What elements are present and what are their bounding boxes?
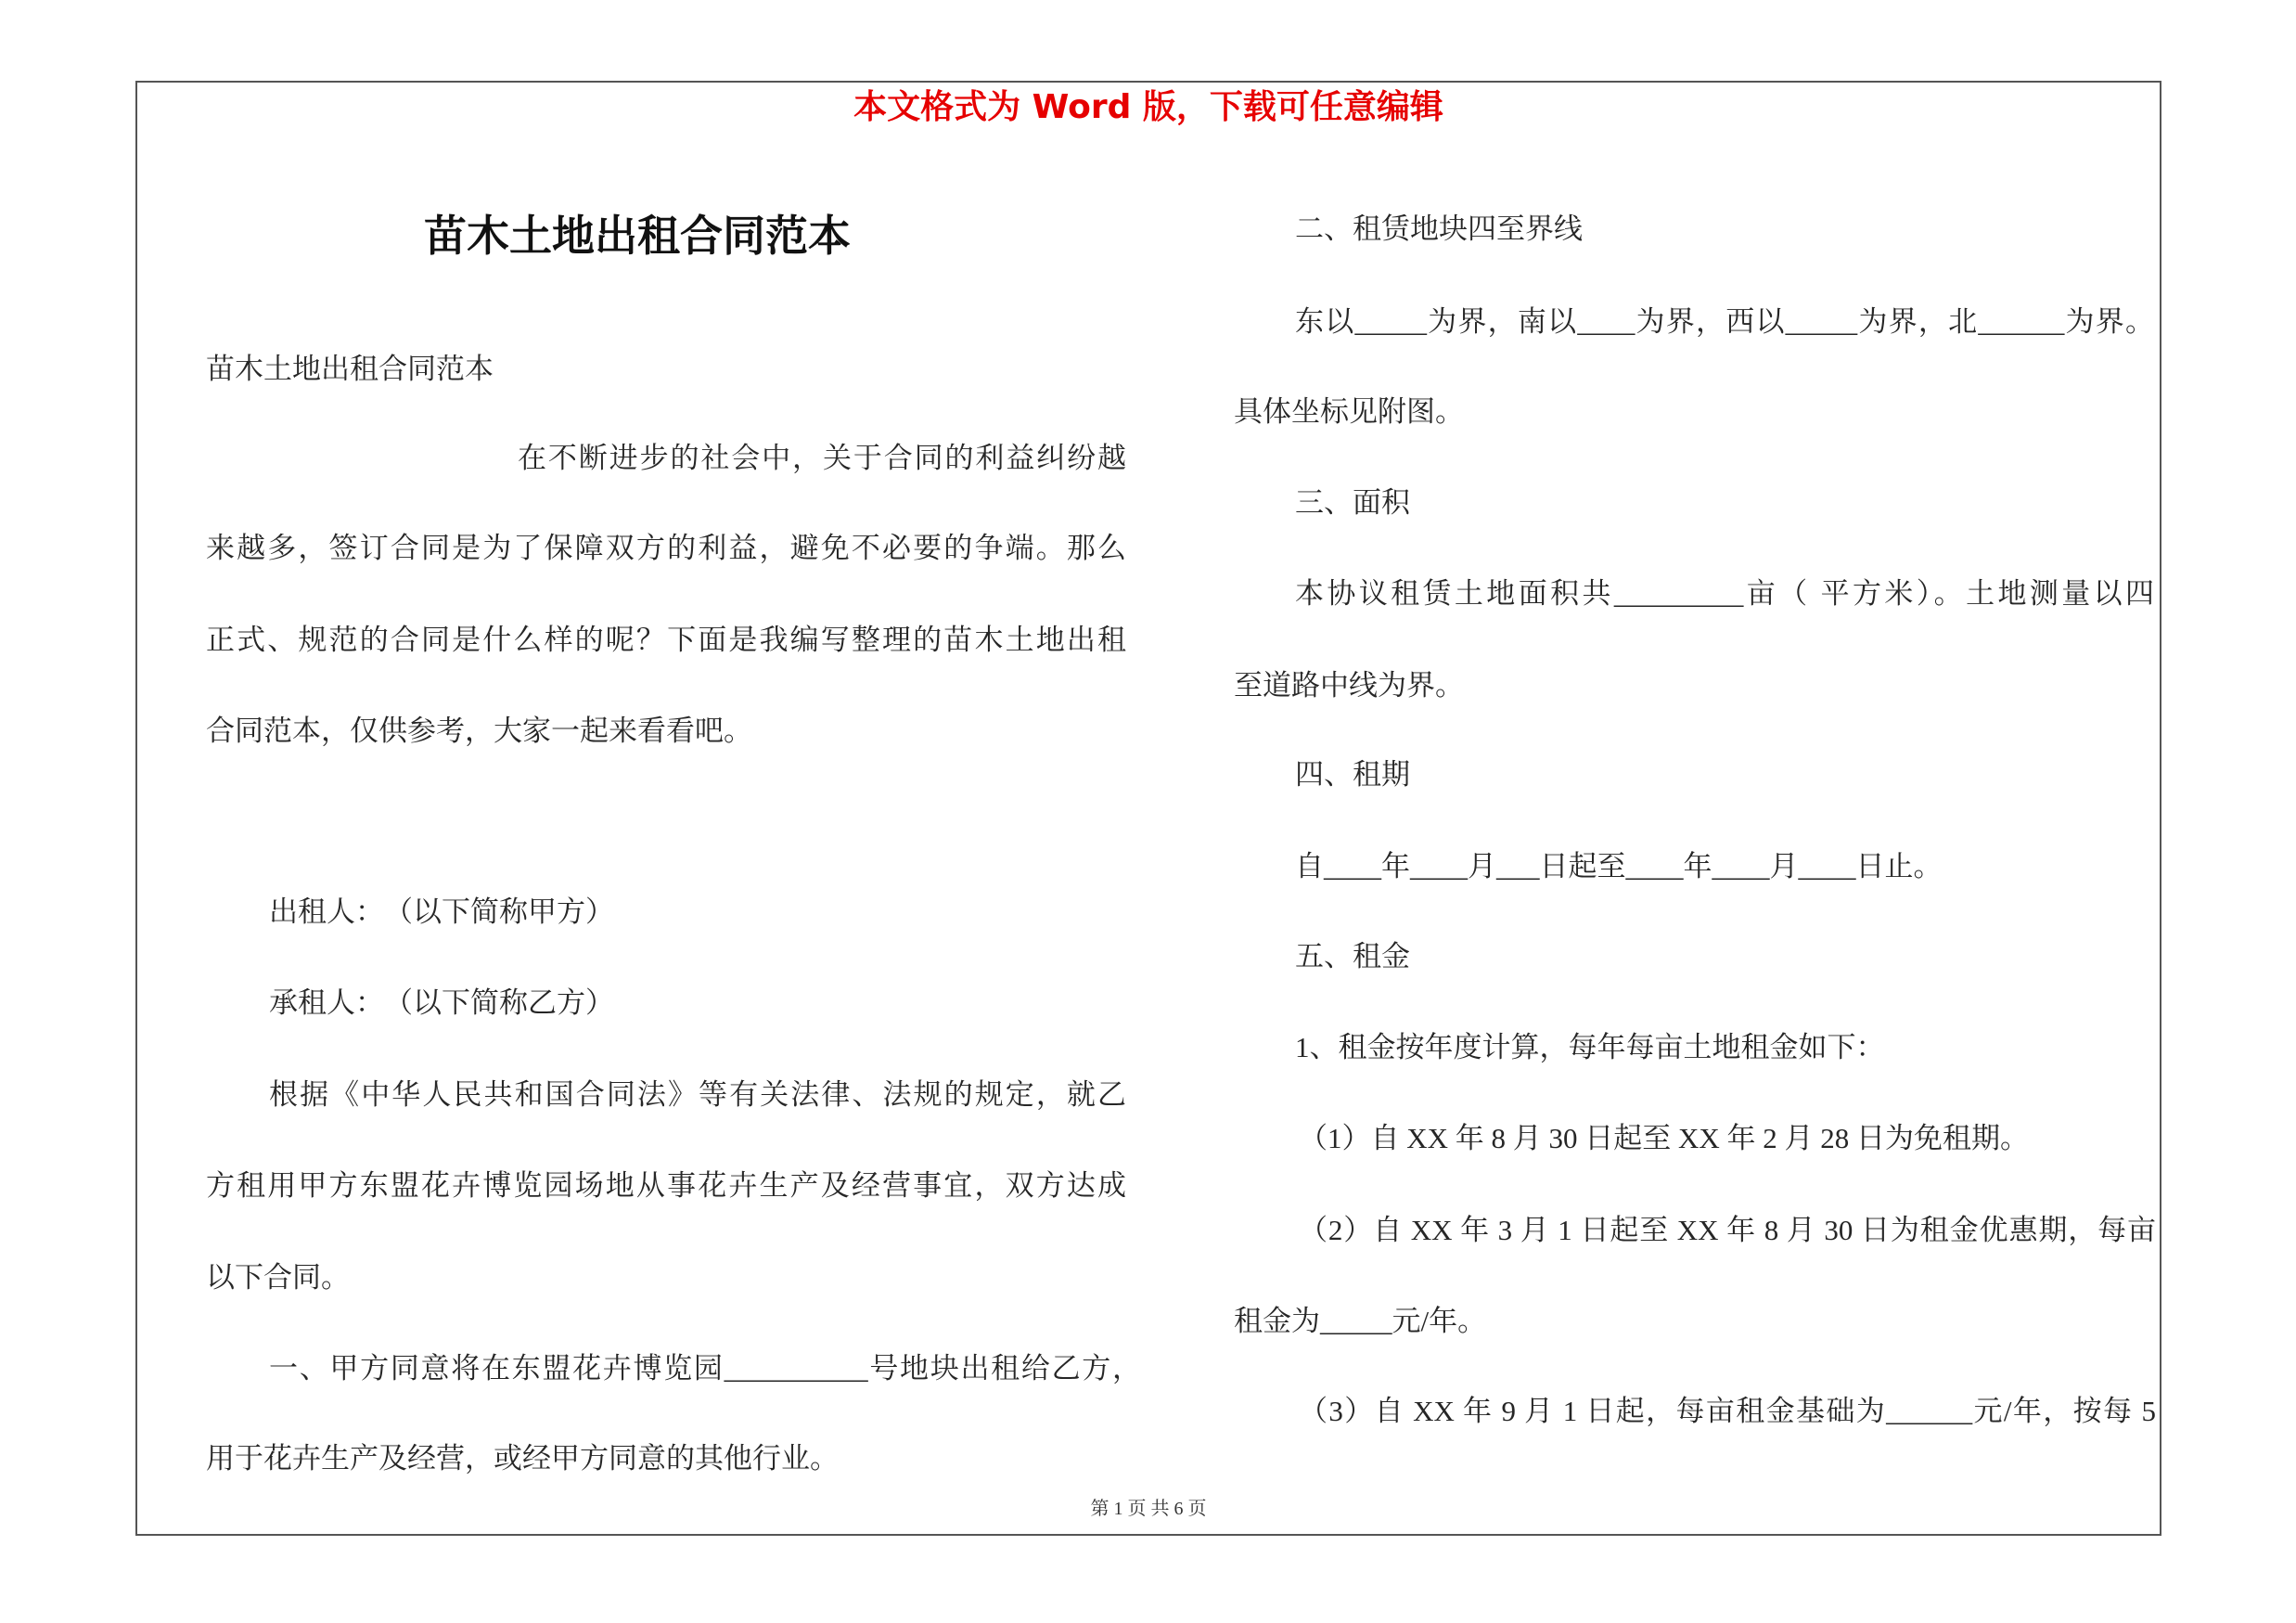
paragraph-line: 正式、规范的合同是什么样的呢？下面是我编写整理的苗木土地出租: [206, 624, 1126, 656]
clause-line: 至道路中线为界。: [1234, 669, 1464, 702]
paragraph-line: 来越多，签订合同是为了保障双方的利益，避免不必要的争端。那么: [206, 532, 1126, 564]
paragraph-line: 在不断进步的社会中，关于合同的利益纠纷越: [518, 442, 1126, 474]
clause-line: （2）自 XX 年 3 月 1 日起至 XX 年 8 月 30 日为租金优惠期，每亩: [1299, 1214, 2156, 1246]
subtitle-line: 苗木土地出租合同范本: [206, 353, 494, 385]
clause-line: 本协议租赁土地面积共_________亩（ 平方米）。土地测量以四: [1295, 577, 2154, 610]
paragraph-line: 根据《中华人民共和国合同法》等有关法律、法规的规定，就乙: [269, 1078, 1126, 1111]
lessee-line: 承租人： （以下简称乙方）: [269, 986, 614, 1019]
lessor-line: 出租人： （以下简称甲方）: [269, 895, 614, 928]
left-column: [206, 204, 1141, 1485]
clause-line: 一、甲方同意将在东盟花卉博览园__________号地块出租给乙方，: [269, 1352, 1141, 1385]
paragraph-line: 合同范本，仅供参考，大家一起来看看吧。: [206, 715, 752, 747]
clause-line: 自____年____月___日起至____年____月____日止。: [1295, 850, 1943, 882]
document-title: 苗木土地出租合同范本: [424, 211, 851, 261]
page-footer: 第 1 页 共 6 页: [1090, 1499, 1207, 1519]
right-column: [1234, 186, 2161, 1448]
clause-line: （1）自 XX 年 8 月 30 日起至 XX 年 2 月 28 日为免租期。: [1299, 1122, 2030, 1154]
section-heading: 四、租期: [1295, 758, 1410, 791]
section-heading: 五、租金: [1295, 940, 1410, 973]
clause-line: 租金为_____元/年。: [1234, 1305, 1487, 1337]
clause-line: 东以_____为界，南以____为界，西以_____为界，北______为界。: [1295, 305, 2154, 338]
section-heading: 三、面积: [1295, 486, 1410, 519]
clause-line: 具体坐标见附图。: [1234, 395, 1464, 428]
clause-line: 1、租金按年度计算，每年每亩土地租金如下：: [1295, 1031, 1885, 1063]
format-notice: 本文格式为 Word 版，下载可任意编辑: [853, 88, 1443, 126]
clause-line: 用于花卉生产及经营，或经甲方同意的其他行业。: [206, 1442, 839, 1475]
clause-line: （3）自 XX 年 9 月 1 日起，每亩租金基础为______元/年，按每 5: [1299, 1395, 2156, 1427]
section-heading: 二、租赁地块四至界线: [1295, 213, 1583, 245]
paragraph-line: 以下合同。: [206, 1261, 350, 1294]
paragraph-line: 方租用甲方东盟花卉博览园场地从事花卉生产及经营事宜，双方达成: [206, 1169, 1126, 1202]
